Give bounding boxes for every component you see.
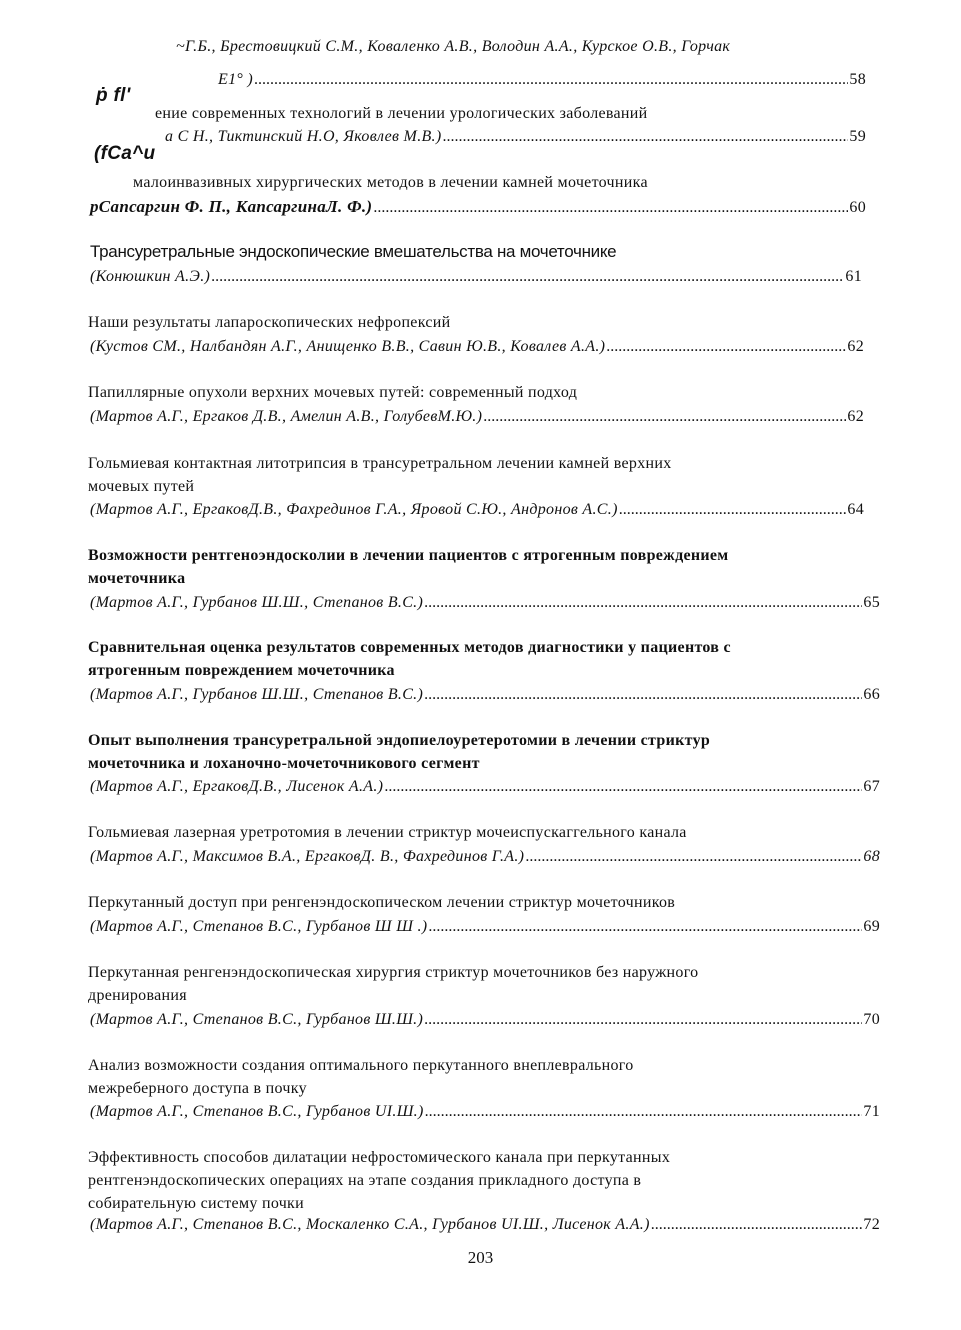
entry-title: Перкутанная ренгенэндоскопическая хирургия стриктур мочеточников без наружного <box>88 964 699 981</box>
entry-authors: (Мартов А.Г., Гурбанов Ш.Ш., Степанов В.С.) <box>90 594 424 611</box>
dot-leader <box>424 593 862 613</box>
entry-authors: (Мартов А.Г., Степанов В.С., Гурбанов Ш Ш .) <box>90 918 428 935</box>
entry-authors: а С Н., Тиктинский Н.О, Яковлев М.В.) <box>165 128 442 145</box>
entry-title: Трансуретральные эндоскопические вмешательства на мочеточнике <box>90 242 617 261</box>
entry-title: Наши результаты лапароскопических нефропексий <box>88 314 451 331</box>
toc-entry <box>165 127 866 147</box>
toc-entry <box>90 685 880 705</box>
margin-mark-2: (fCa^u <box>94 143 156 164</box>
entry-authors: (Мартов А.Г., Степанов В.С., Гурбанов Ш.Ш.) <box>90 1011 424 1028</box>
page-ref: 59 <box>849 128 866 145</box>
dot-leader <box>254 70 848 90</box>
dot-leader <box>425 1102 863 1122</box>
page-ref: 61 <box>845 268 862 285</box>
page-ref: 70 <box>863 1011 880 1028</box>
entry-title: Анализ возможности создания оптимального перкутанного внеплеврального <box>88 1057 634 1074</box>
toc-entry <box>90 917 880 937</box>
page-ref: 60 <box>849 199 866 216</box>
toc-entry <box>218 70 866 90</box>
entry-authors: (Конюшкин А.Э.) <box>90 268 211 285</box>
toc-entry <box>90 267 862 287</box>
dot-leader <box>483 407 846 427</box>
page-ref: 62 <box>847 338 864 355</box>
dot-leader <box>373 198 848 218</box>
dot-leader <box>619 500 847 520</box>
entry-title: рентгенэндоскопических операциях на этапе создания прикладного доступа в <box>88 1172 642 1189</box>
entry-authors: (Мартов А.Г., Максимов В.А., ЕргаковД. В., Фахрединов Г.А.) <box>90 848 525 865</box>
page-ref: 62 <box>847 408 864 425</box>
toc-entry <box>90 593 880 613</box>
page-ref: 58 <box>849 71 866 88</box>
entry-title: мочевых путей <box>88 478 195 495</box>
toc-entry <box>90 1010 880 1030</box>
entry-authors: (Мартов А.Г., ЕргаковД.В., Лисенок А.А.) <box>90 778 384 795</box>
entry-title: Гольмиевая контактная литотрипсия в трансуретральном лечении камней верхних <box>88 455 672 472</box>
toc-entry <box>90 337 864 357</box>
entry-authors: рСапсаргин Ф. П., КапсаргинаЛ. Ф.) <box>90 197 373 216</box>
page-ref: 69 <box>863 918 880 935</box>
entry-title: мочеточника <box>88 570 186 587</box>
entry-title: дренирования <box>88 987 187 1004</box>
entry-line: ~Г.Б., Брестовицкий С.М., Коваленко А.В., Володин А.А., Курское О.В., Горчак <box>176 38 731 55</box>
dot-leader <box>384 777 862 797</box>
toc-entry <box>90 197 866 218</box>
margin-mark-1: ṗ fl' <box>96 85 131 106</box>
dot-leader <box>651 1215 863 1235</box>
page-ref: 66 <box>863 686 880 703</box>
entry-title: Опыт выполнения трансуретральной эндопиелоуретеротомии в лечении стриктур <box>88 732 711 749</box>
toc-entry <box>90 847 880 867</box>
entry-title: Перкутанный доступ при ренгенэндоскопическом лечении стриктур мочеточников <box>88 894 676 911</box>
entry-title: малоинвазивных хирургических методов в лечении камней мочеточника <box>133 174 648 191</box>
entry-title: ятрогенным повреждением мочеточника <box>88 662 395 679</box>
page-number: 203 <box>467 1248 494 1267</box>
toc-entry <box>90 1102 880 1122</box>
entry-title: Эффективность способов дилатации нефростомического канала при перкутанных <box>88 1149 671 1166</box>
entry-title: мочеточника и лоханочно-мочеточникового сегмент <box>88 755 480 772</box>
entry-title: Сравнительная оценка результатов современных методов диагностики у пациентов с <box>88 639 731 656</box>
entry-title: Гольмиевая лазерная уретротомия в лечении стриктур мочеиспускаггельного канала <box>88 824 687 841</box>
entry-authors: (Мартов А.Г., ЕргаковД.В., Фахрединов Г.А., Яровой С.Ю., Андронов А.С.) <box>90 501 618 518</box>
entry-authors: (Мартов А.Г., Степанов В.С., Гурбанов UI.Ш.) <box>90 1103 424 1120</box>
page-ref: 71 <box>863 1103 880 1120</box>
dot-leader <box>606 337 846 357</box>
dot-leader <box>428 917 862 937</box>
entry-authors: (Кустов СМ., Налбандян А.Г., Анищенко В.В., Савин Ю.В., Ковалев А.А.) <box>90 338 606 355</box>
entry-title: ение современных технологий в лечении урологических заболеваний <box>155 105 648 122</box>
dot-leader <box>211 267 844 287</box>
entry-title: межреберного доступа в почку <box>88 1080 307 1097</box>
dot-leader <box>525 847 862 867</box>
page-ref: 68 <box>863 848 880 865</box>
entry-authors: (Мартов А.Г., Степанов В.С., Москаленко С.А., Гурбанов UI.Ш., Лисенок А.А.) <box>90 1216 650 1233</box>
dot-leader <box>443 127 849 147</box>
entry-title: собирательную систему почки <box>88 1195 304 1212</box>
entry-authors: (Мартов А.Г., Ергаков Д.В., Амелин А.В., ГолубевМ.Ю.) <box>90 408 483 425</box>
entry-authors: E1° ) <box>218 71 253 88</box>
toc-entry <box>90 777 880 797</box>
entry-title: Возможности рентгеноэндосколии в лечении пациентов с ятрогенным повреждением <box>88 547 729 564</box>
entry-title: Папиллярные опухоли верхних мочевых путей: современный подход <box>88 384 578 401</box>
toc-entry <box>90 407 864 427</box>
dot-leader <box>424 1010 862 1030</box>
dot-leader <box>424 685 862 705</box>
entry-authors: (Мартов А.Г., Гурбанов Ш.Ш., Степанов В.С.) <box>90 686 424 703</box>
page-ref: 72 <box>863 1216 880 1233</box>
page-ref: 64 <box>847 501 864 518</box>
toc-entry <box>90 500 864 520</box>
page-ref: 67 <box>863 778 880 795</box>
toc-entry <box>90 1215 880 1235</box>
page-ref: 65 <box>863 594 880 611</box>
